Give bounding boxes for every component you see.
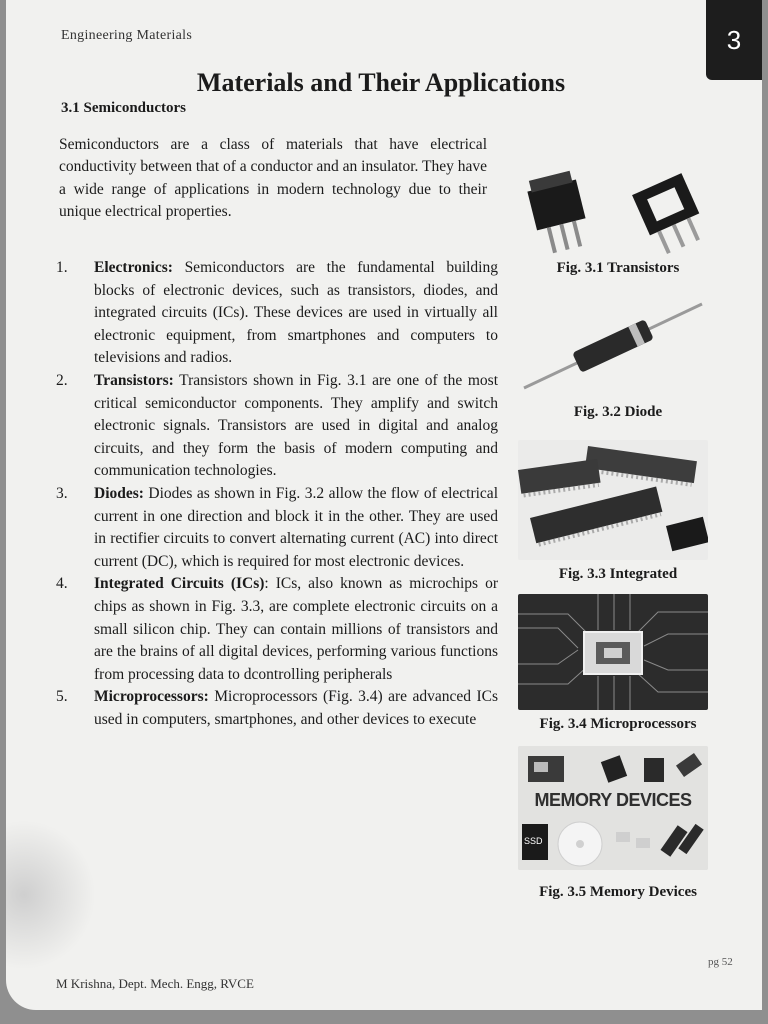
figure-caption-text: Integrated bbox=[609, 566, 678, 582]
figure-caption-text: Memory Devices bbox=[589, 884, 697, 900]
figure-diode bbox=[518, 300, 718, 421]
figure-transistors bbox=[518, 168, 718, 277]
diode-image bbox=[518, 300, 708, 398]
intro-paragraph: Semiconductors are a class of materials that have electrical conductivity between that of a conductor and an insulator. They have a wide range of applications in modern technology due to their unique electrical properties. bbox=[59, 136, 487, 220]
figure-caption-text: Diode bbox=[624, 404, 663, 420]
list-text: : ICs, also known as microchips or chips as shown in Fig. 3.3, are complete electronic circuits on a small silicon chip. They can contain millions of transistors and are the brains of all digital devices, performing various functions from processing data to dcontrolling peripherals bbox=[94, 575, 498, 683]
figure-caption bbox=[518, 716, 718, 733]
list-item bbox=[56, 573, 498, 686]
list-item bbox=[56, 686, 498, 731]
list-text: Transistors shown in Fig. 3.1 are one of the most critical semiconductor components. They amplify and switch electronic signals. Transistors are used in digital and analog circuits, and they form the basis of modern computing and communication technologies. bbox=[94, 371, 498, 480]
list-term: Transistors: bbox=[94, 371, 174, 389]
list-term: Microprocessors: bbox=[94, 688, 209, 706]
list-number: 4. bbox=[56, 575, 68, 593]
list-term: Electronics: bbox=[94, 259, 173, 276]
list-term: Integrated Circuits (ICs) bbox=[94, 575, 265, 593]
figure-integrated-circuits bbox=[518, 440, 718, 583]
list-text: Diodes as shown in Fig. 3.2 allow the flow of electrical current in one direction and block it in the other. They are used in rectifier circuits to convert alternating current (AC) into direct current (DC), which is required for most electronic devices. bbox=[94, 484, 498, 570]
page-title: Materials and Their Applications bbox=[196, 68, 566, 97]
memory-banner-text: MEMORY DEVICES bbox=[534, 790, 692, 810]
list-item bbox=[56, 483, 498, 573]
list-number: 5. bbox=[56, 688, 68, 706]
list-item bbox=[56, 257, 498, 370]
list-number: 1. bbox=[56, 259, 68, 276]
figure-label: Fig. 3.2 bbox=[573, 404, 621, 420]
figure-caption bbox=[518, 260, 718, 277]
figure-microprocessors bbox=[518, 594, 718, 733]
figure-label: Fig. 3.3 bbox=[558, 566, 606, 582]
page-shadow bbox=[6, 820, 96, 970]
figure-caption bbox=[518, 884, 718, 901]
section-heading: 3.1 Semiconductors bbox=[61, 100, 186, 116]
list-text: Semiconductors are the fundamental building blocks of electronic devices, such as transistors, diodes, and integrated circuits (ICs). These devices are used in virtually all electronic equipment, from smartphones and computers to televisions and radios. bbox=[94, 259, 498, 367]
page-number: pg 52 bbox=[708, 956, 733, 968]
list-number: 3. bbox=[56, 484, 68, 502]
textbook-page bbox=[6, 0, 762, 1010]
chapter-tab: 3 bbox=[706, 0, 762, 80]
figure-caption-text: Transistors bbox=[607, 260, 680, 276]
transistors-image bbox=[518, 168, 708, 254]
figure-caption bbox=[518, 404, 718, 421]
microprocessor-image bbox=[518, 594, 708, 710]
list-text: Microprocessors (Fig. 3.4) are advanced ICs used in computers, smartphones, and other devices to execute bbox=[94, 688, 498, 728]
memory-devices-image bbox=[518, 746, 708, 870]
page-footer: M Krishna, Dept. Mech. Engg, RVCE bbox=[56, 976, 254, 991]
list-number: 2. bbox=[56, 371, 68, 389]
figure-label: Fig. 3.4 bbox=[539, 716, 587, 732]
applications-list bbox=[56, 257, 498, 731]
figure-label: Fig. 3.1 bbox=[556, 260, 604, 276]
running-head: Engineering Materials bbox=[61, 28, 193, 43]
figure-caption bbox=[518, 566, 718, 583]
ssd-label: SSD bbox=[524, 836, 543, 846]
list-term: Diodes: bbox=[94, 484, 144, 502]
figure-memory-devices bbox=[518, 746, 718, 901]
figure-caption-text: Microprocessors bbox=[590, 716, 697, 732]
integrated-circuits-image bbox=[518, 440, 708, 560]
figure-label: Fig. 3.5 bbox=[539, 884, 587, 900]
list-item bbox=[56, 370, 498, 483]
